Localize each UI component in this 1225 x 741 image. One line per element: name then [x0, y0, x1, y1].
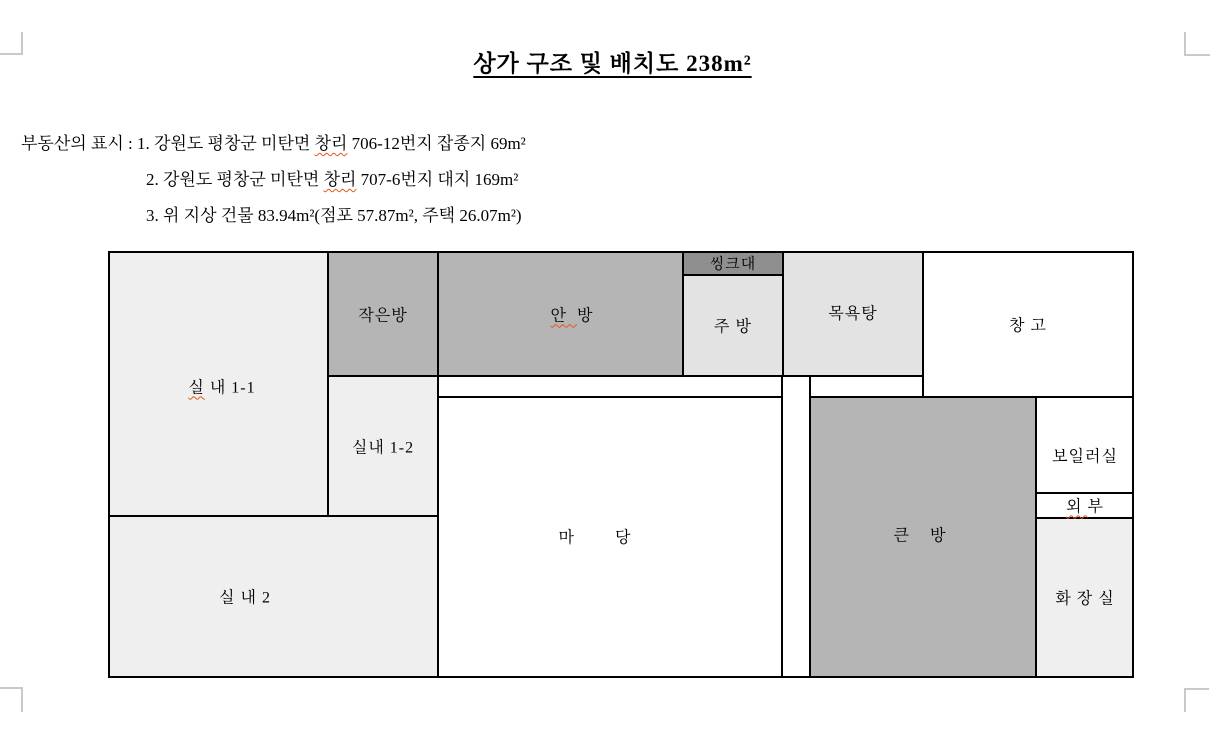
line-1-prefix: 부동산의 표시 : 1. 강원도 평창군 미탄면: [21, 134, 315, 153]
room-label-anbang-spellcheck: 안: [550, 307, 577, 325]
room-label-anbang-text: 방: [577, 307, 594, 325]
line-2-suffix: 707-6번지 대지 169m²: [356, 170, 519, 189]
room-label-jubang: [714, 314, 752, 337]
room-label-oebu: [1066, 494, 1104, 517]
room-label-jageunbang-text: 작은방: [358, 307, 408, 325]
room-label-sillae-2-text: 실 내 2: [219, 589, 271, 607]
open-area-corridor: [782, 376, 810, 677]
room-label-jageunbang: [358, 303, 407, 326]
room-label-oebu-text: 부: [1087, 498, 1104, 516]
room-label-sillae-1-1: [188, 375, 255, 398]
open-area-strip: [438, 376, 782, 397]
room-label-hwajangsil-text: 화 장 실: [1055, 590, 1115, 608]
line-2-place-spellcheck: 창리: [323, 170, 357, 189]
crop-mark-bottom-right: [1185, 689, 1209, 712]
room-label-sillae-1-2: [352, 435, 414, 458]
room-label-jubang-text: 주 방: [714, 318, 752, 336]
room-rect-sillae-2: [109, 516, 438, 677]
room-label-sillae-1-1-spellcheck: 실: [188, 379, 205, 397]
line-1-place-spellcheck: 창리: [314, 134, 348, 153]
room-label-oebu-spellcheck: 외: [1066, 498, 1088, 516]
room-label-madang-text: 마 당: [558, 529, 632, 547]
room-label-boiler: [1052, 444, 1118, 467]
property-description-line-2: [146, 169, 518, 191]
room-label-keunbang: [894, 523, 947, 546]
room-label-mogyoktang: [828, 301, 877, 324]
room-label-changgo-text: 창 고: [1009, 317, 1047, 335]
line-1-suffix: 706-12번지 잡종지 69m²: [347, 134, 526, 153]
room-label-anbang: [551, 303, 594, 326]
room-label-hwajangsil: [1055, 586, 1114, 609]
property-description-line-3: [146, 205, 522, 227]
room-label-sink-text: 씽크대: [709, 256, 757, 273]
room-label-madang: [559, 525, 632, 548]
title-row: [0, 45, 1225, 78]
room-label-sillae-1-2-text: 실내 1-2: [351, 439, 415, 457]
room-label-keunbang-text: 큰 방: [893, 527, 947, 545]
room-label-sillae-1-1-text: 내 1-1: [204, 379, 256, 397]
page-title: 상가 구조 및 배치도 238m²: [473, 51, 752, 76]
room-label-changgo: [1009, 313, 1047, 336]
room-label-sink: [710, 253, 756, 274]
room-label-mogyoktang-text: 목욕탕: [828, 305, 878, 323]
room-label-boiler-text: 보일러실: [1052, 448, 1118, 466]
property-description-line-1: [21, 133, 526, 155]
line-2-prefix: 2. 강원도 평창군 미탄면: [146, 170, 324, 189]
room-label-sillae-2: [219, 585, 271, 608]
line-3-text: 3. 위 지상 건물 83.94m²(점포 57.87m², 주택 26.07m²): [146, 206, 522, 225]
crop-mark-bottom-left: [0, 688, 22, 712]
